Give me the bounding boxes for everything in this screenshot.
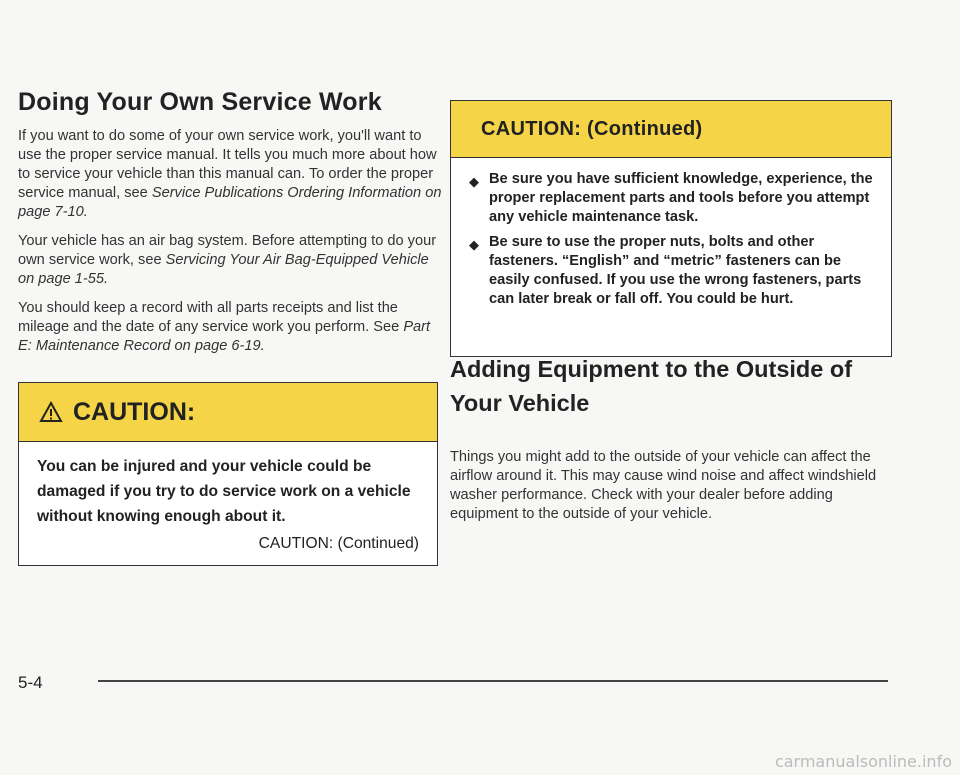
bullet-icon: ◆ — [469, 174, 479, 189]
list-item: ◆ Be sure to use the proper nuts, bolts and other fasteners. “English” and “metric” fasteners can be easily confused. If you use the wrong fasteners, parts can later break or fall off. You could be hurt. — [469, 234, 862, 307]
paragraph-record: You should keep a record with all parts receipts and list the mileage and the date of any service work you perform. See Part E: Maintenance Record on page 6-19. — [18, 300, 431, 354]
caution-header — [19, 383, 437, 442]
caution-box-right — [450, 100, 892, 357]
paragraph-air-bag: Your vehicle has an air bag system. Before attempting to do your own service work, see Servicing Your Air Bag-Equipped Vehicle on page 1-55. — [18, 233, 437, 287]
caution-heading: CAUTION: — [73, 397, 196, 426]
caution-box-left — [18, 382, 438, 566]
caution-text: You can be injured and your vehicle could be damaged if you try to do service work on a vehicle without knowing enough about it. — [37, 458, 411, 525]
caution-continued: CAUTION: (Continued) — [258, 535, 419, 552]
caution-body-continued — [451, 158, 891, 329]
paragraph-adding-equipment: Things you might add to the outside of your vehicle can affect the airflow around it. This may cause wind noise and affect windshield washer performance. Check with your dealer before adding equipment to the outside of your vehicle. — [450, 449, 877, 522]
bullet-icon: ◆ — [469, 237, 479, 252]
xref-servicing-air-bag[interactable]: Servicing Your Air Bag-Equipped Vehicle on page 1-55. — [18, 252, 429, 287]
xref-maintenance-record[interactable]: Part E: Maintenance Record on page 6-19. — [18, 319, 431, 354]
caution-body — [19, 442, 437, 567]
warning-triangle-icon — [39, 401, 63, 423]
watermark: carmanualsonline.info — [774, 752, 952, 771]
section-title-adding-equipment: Adding Equipment to the Outside of Your Vehicle — [450, 356, 853, 416]
caution-header-continued: CAUTION: (Continued) — [451, 101, 891, 158]
footer-divider — [98, 680, 888, 682]
caution-bullet-list — [469, 170, 873, 309]
xref-service-publications[interactable]: Service Publications Ordering Information on page 7-10. — [18, 185, 442, 220]
page-number: 5-4 — [18, 673, 43, 692]
paragraph-service-manual: If you want to do some of your own service work, you'll want to use the proper service manual. It tells you much more about how to service your vehicle than this manual can. To order the proper service manual, see Service Publications Ordering Information on page 7-10. — [18, 128, 442, 220]
section-title-service-work: Doing Your Own Service Work — [18, 88, 382, 116]
list-item: ◆ Be sure you have sufficient knowledge, experience, the proper replacement parts and tools before you attempt any vehicle maintenance task. — [469, 171, 873, 225]
left-column — [18, 88, 443, 366]
